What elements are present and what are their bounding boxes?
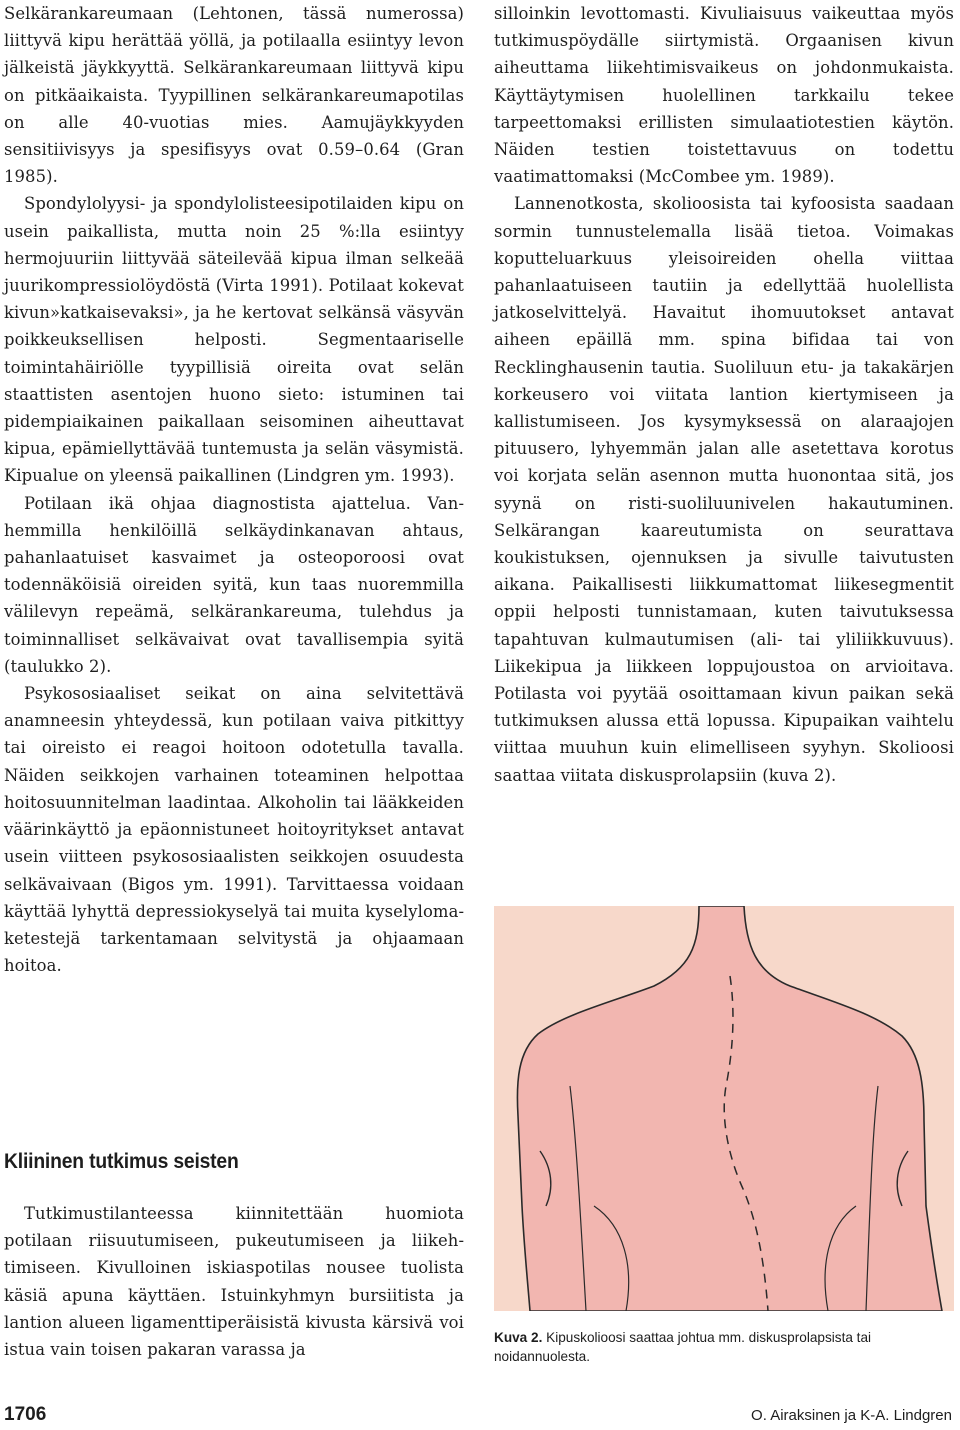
left-paragraph-4: Psykososiaaliset seikat on aina selvitettävä anamneesin yhteydessä, kun potilaan vaiva pitkittyy tai oireisto ei reagoi hoitoon odotetulla tavalla. Näiden seikkojen varhainen toteaminen helpottaa hoitosuunnitelman laadintaa. Alkoholin tai lääkkeiden väärinkäyttö ja epäonnistuneet hoitoyritykset antavat usein viitteen psykososiaalisten seikkojen osuudesta selkävaivaan (Bigos ym. 1991). Tarvittaessa voidaan käyttää lyhyttä depressiokyselyä tai muita kyselylomaketestejä tarkentamaan selvitystä ja ohjaamaan hoitoa. bbox=[4, 684, 464, 976]
section-heading: Kliininen tutkimus seisten bbox=[4, 1150, 239, 1173]
figure-caption bbox=[494, 1328, 956, 1366]
figure-back-illustration bbox=[494, 906, 954, 1311]
left-column bbox=[4, 0, 464, 979]
right-column bbox=[494, 0, 954, 789]
right-paragraph-1: silloinkin levottomasti. Kivuliaisuus vaikeuttaa myös tutkimuspöydälle siirtymistä. Orgaanisen kivun aiheuttama liikehtimisvaikeus on johdonmukaista. Käyttäytymisen huolellinen tarkkailu tekee tarpeettomaksi erillisten simulaatiotestien käytön. Näiden testien toistettavuus on todettu vaatimattomaksi (McCombee ym. 1989). bbox=[494, 4, 954, 187]
back-silhouette bbox=[517, 906, 942, 1311]
authors: O. Airaksinen ja K-A. Lindgren bbox=[751, 1407, 952, 1424]
caption-text: Kipuskolioosi saattaa johtua mm. diskusprolapsista tai noidannuolesta. bbox=[494, 1330, 872, 1364]
page-number: 1706 bbox=[4, 1404, 47, 1425]
right-paragraph-2: Lannenotkosta, skolioosista tai kyfoosista saadaan sormin tunnustelemalla lisää tietoa. Voimakas koputteluarkuus yleisoireiden ohella viittaa pahanlaatuiseen tautiin ja edellyttää huolellista jatkoselvittelyä. Havaitut ihomuutokset antavat aiheen epäillä mm. spina bifidaa tai von Recklinghausenin tautia. Suoliluun etu- ja takakärjen korkeusero voi viitata lantion kiertymiseen ja kallistumiseen. Jos kysymyksessä on alaraajojen pituusero, lyhyemmän jalan alle asetettava korotus voi korjata selän asennon mutta huonontaa sitä, jos syynä on risti-suoliluunivelen hakautuminen. Selkärangan kaareutumista on seurattava koukistuksen, ojennuksen ja sivulle taivutusten aikana. Paikallisesti liikkumattomat liikesegmentit oppii helposti tunnistamaan, kuten taivutuksessa tapahtuvan kulmautumisen (ali- tai yliliikkuvuus). Liikekipua ja liikkeen loppujoustoa on arvioitava. Potilasta voi pyytää osoittamaan kivun paikan sekä tutkimuksen alussa että lopussa. Kipupaikan vaihtelu viittaa muuhun kuin elimelliseen syyhyn. Skolioosi saattaa viitata diskusprolapsiin (kuva 2). bbox=[494, 194, 954, 785]
caption-label: Kuva 2. bbox=[494, 1330, 543, 1345]
section-paragraph-1: Tutkimustilanteessa kiinnitettään huomiota potilaan riisuutumiseen, pukeutumiseen ja liikehtimiseen. Kivulloinen iskiaspotilas nousee tuolista käsiä apuna käyttäen. Istuinkyhmyn bursiitista ja lantion alueen ligamenttiperäisistä kivusta kärsivä voi istua vain toisen pakaran varassa ja bbox=[4, 1204, 464, 1360]
section-body bbox=[4, 1200, 464, 1363]
left-paragraph-1: Selkärankareumaan (Lehtonen, tässä numerossa) liittyvä kipu herättää yöllä, ja potilaalla esiintyy levon jälkeistä jäykkyyttä. Selkärankareumaan liittyvä kipu on pitkäaikaista. Tyypillinen selkärankareumapotilas on alle 40-vuotias mies. Aamujäykkyyden sensitiivisyys ja spesifisyys ovat 0.59–0.64 (Gran 1985). bbox=[4, 4, 464, 187]
left-paragraph-2: Spondylolyysi- ja spondylolisteesipotilaiden kipu on usein paikallista, mutta noin 25 %:lla esiintyy hermojuuriin liittyvää säteilevää kipua ilman selkeää juurikompressiolöydöstä (Virta 1991). Potilaat kokevat kivun»katkaisevaksi», ja he kertovat selkänsä väsyvän poikkeuksellisen helposti. Segmentaariselle toimintahäiriölle tyypillisiä oireita ovat selän staattisten asentojen huono sieto: istuminen tai pidempiaikainen paikallaan seisominen aiheuttavat kipua, epämiellyttävää tuntemusta ja selän väsymistä. Kipualue on yleensä paikallinen (Lindgren ym. 1993). bbox=[4, 194, 464, 486]
back-scoliosis-illustration-icon bbox=[494, 906, 954, 1311]
left-paragraph-3: Potilaan ikä ohjaa diagnostista ajattelua. Vanhemmilla henkilöillä selkäydinkanavan ahtaus, pahanlaatuiset kasvaimet ja osteoporoosi ovat todennäköisiä oireiden syitä, kun taas nuoremmilla välilevyn repeämä, selkärankareuma, tulehdus ja toiminnalliset selkävaivat ovat tavallisempia syitä (taulukko 2). bbox=[4, 493, 464, 676]
